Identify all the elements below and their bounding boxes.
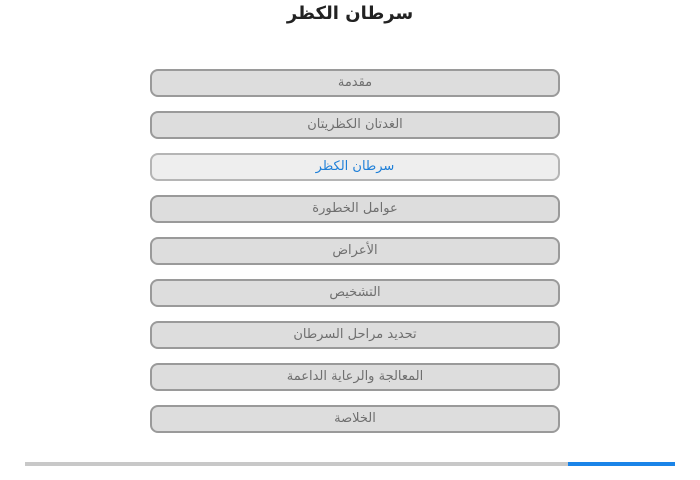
menu-item-diagnosis[interactable]: التشخيص (150, 279, 560, 307)
menu-item-symptoms[interactable]: الأعراض (150, 237, 560, 265)
page-title: سرطان الكظر (286, 3, 414, 24)
progress-bar-fill (568, 462, 675, 466)
menu-item-staging[interactable]: تحديد مراحل السرطان (150, 321, 560, 349)
menu-item-summary[interactable]: الخلاصة (150, 405, 560, 433)
menu-item-adrenal-cancer[interactable]: سرطان الكظر (150, 153, 560, 181)
menu-item-risk-factors[interactable]: عوامل الخطورة (150, 195, 560, 223)
menu-item-treatment[interactable]: المعالجة والرعاية الداعمة (150, 363, 560, 391)
menu-item-introduction[interactable]: مقدمة (150, 69, 560, 97)
chapter-menu (150, 69, 560, 447)
progress-bar (25, 462, 675, 466)
menu-item-adrenal-glands[interactable]: الغدتان الكظريتان (150, 111, 560, 139)
